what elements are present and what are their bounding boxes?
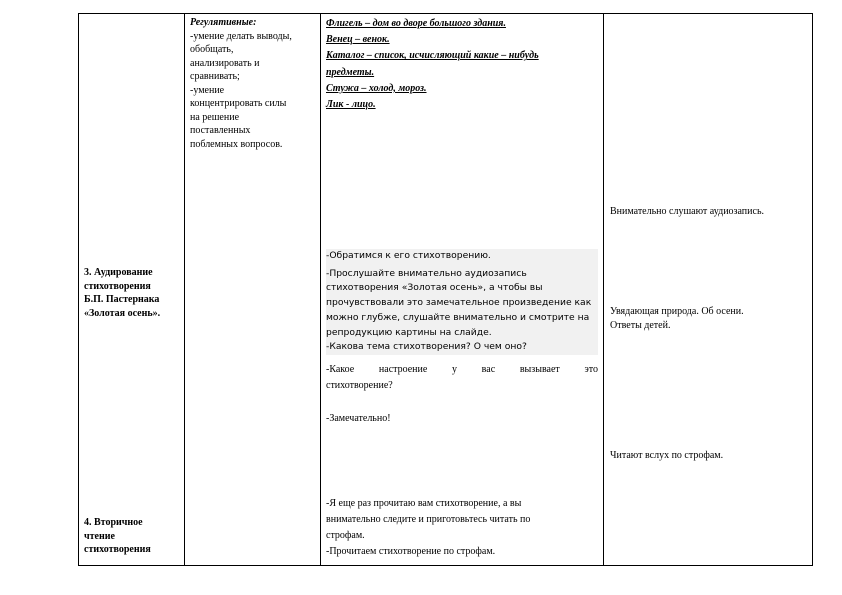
teacher-column — [321, 14, 604, 566]
lesson-plan-table — [78, 13, 813, 566]
students-column — [604, 14, 813, 566]
stage-column — [79, 14, 185, 566]
students-read-aloud: Читают вслух по строфам. — [610, 450, 724, 461]
regulative-skills: Регулятивные: -умение делать выводы, обобщать, анализировать и сравнивать; -умение концентрировать силы на решение поставленных поблемных вопросов. — [190, 17, 292, 150]
stage-4-label: 4. Вторичное чтение стихотворения — [84, 517, 151, 555]
stage-3-label: 3. Аудирование стихотворения Б.П. Пастернака «Золотая осень». — [84, 267, 161, 319]
praise-text: -Замечательно! — [326, 413, 391, 424]
audio-instructions: -Обратимся к его стихотворению. -Прослушайте внимательно аудиозапись стихотворения «Золотая осень», а чтобы вы прочувствовали это замечательное произведение как можно глубже, слушайте внимательно и смотрите на репродукцию картины на слайде. -Какова тема стихотворения? О чем оно? — [326, 249, 598, 355]
mood-question: -Какое настроение у вас вызывает это стихотворение? — [326, 364, 598, 391]
students-listen: Внимательно слушают аудиозапись. — [610, 206, 764, 217]
students-answers: Увядающая природа. Об осени. Ответы детей. — [610, 306, 744, 331]
reread-instructions: -Я еще раз прочитаю вам стихотворение, а вы внимательно следите и приготовьтесь читать по строфам. -Прочитаем стихотворение по строфам. — [326, 498, 531, 557]
vocabulary-list: Флигель – дом во дворе большого здания. Венец – венок. Каталог – список, исчисляющий какие – нибудь предметы. Стужа – холод, мороз. Лик - лицо. — [326, 18, 539, 110]
table-row — [79, 14, 813, 566]
competencies-column — [185, 14, 321, 566]
regulative-heading: Регулятивные: — [190, 17, 257, 28]
